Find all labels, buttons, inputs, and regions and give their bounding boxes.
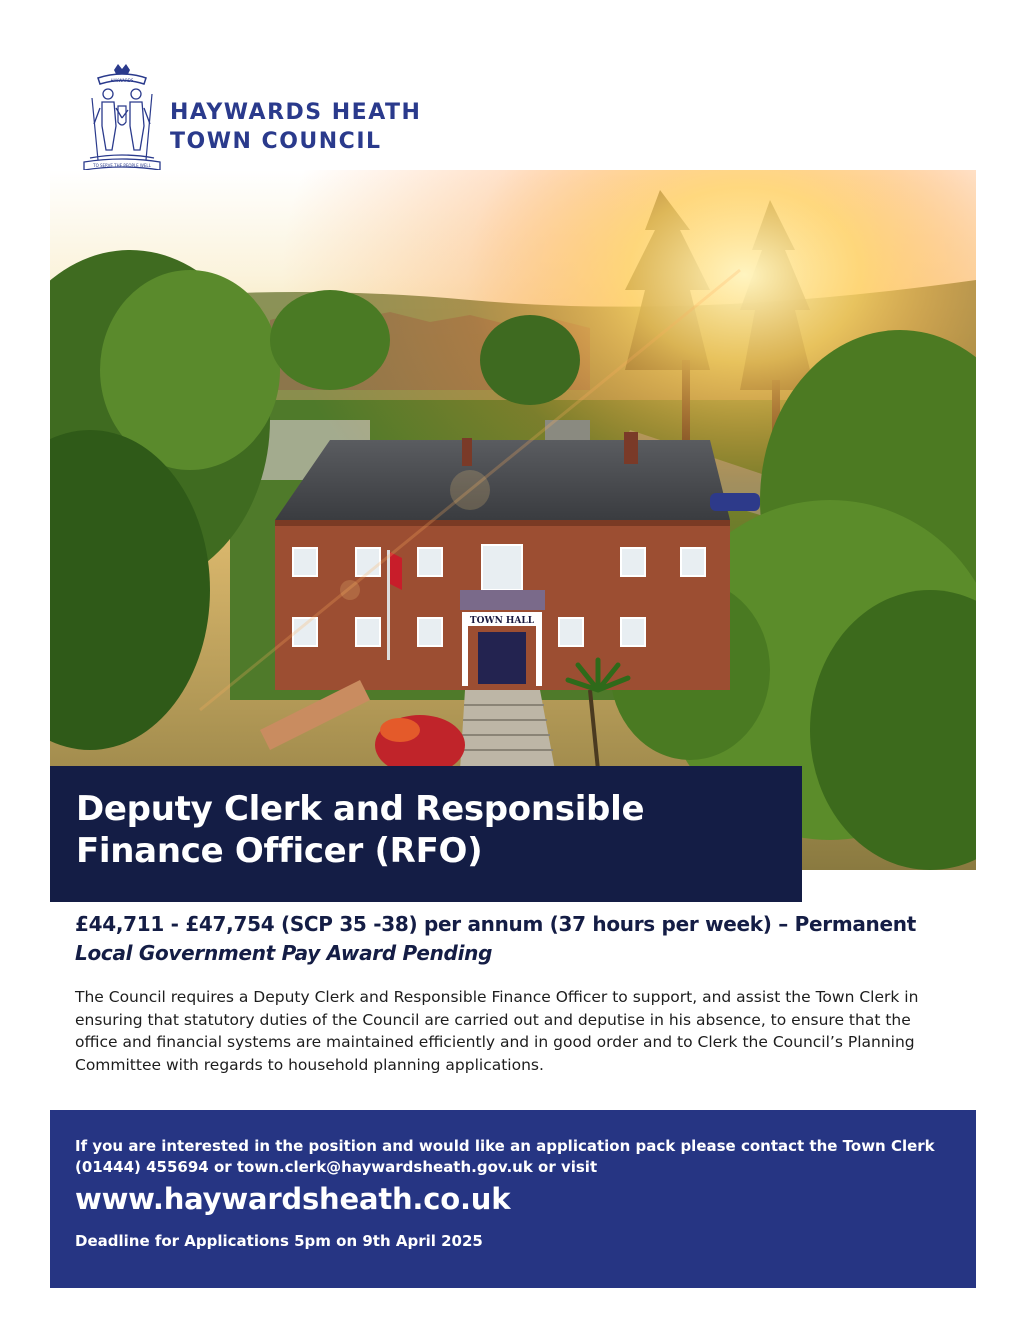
job-title-line-2: Finance Officer (RFO) [76, 831, 483, 871]
org-name-line-1: HAYWARDS HEATH [170, 100, 422, 125]
org-name-line-2: TOWN COUNCIL [170, 129, 382, 154]
council-logo [80, 64, 440, 176]
application-deadline: Deadline for Applications 5pm on 9th April 2025 [75, 1232, 483, 1250]
council-crest-icon [80, 64, 164, 176]
website-link[interactable]: www.haywardsheath.co.uk [75, 1182, 511, 1216]
contact-panel [50, 1110, 976, 1288]
org-name [170, 98, 421, 156]
job-title-banner [50, 766, 802, 902]
town-hall-photo [50, 170, 976, 870]
job-description: The Council requires a Deputy Clerk and Responsible Finance Officer to support, and assist the Town Clerk in ensuring that statutory duties of the Council are carried out and deputise in his absence, to ensure that the office and financial systems are maintained efficiently and in good order and to Clerk the Council’s Planning Committee with regards to household planning applications. [75, 988, 919, 1074]
pay-award-note: Local Government Pay Award Pending [75, 941, 493, 965]
crest-motto-text: TO SERVE THE PEOPLE WELL [93, 163, 151, 168]
salary-line: £44,711 - £47,754 (SCP 35 -38) per annum (37 hours per week) – Permanent [75, 912, 916, 936]
crest-top-text: HAYWARDS [110, 78, 134, 83]
town-hall-sign-text: TOWN HALL [469, 616, 535, 626]
job-title [76, 788, 644, 872]
contact-text: If you are interested in the position and would like an application pack please contact the Town Clerk (01444) 455694 or town.clerk@haywardsheath.gov.uk or visit [75, 1137, 935, 1176]
job-title-line-1: Deputy Clerk and Responsible [76, 789, 645, 829]
